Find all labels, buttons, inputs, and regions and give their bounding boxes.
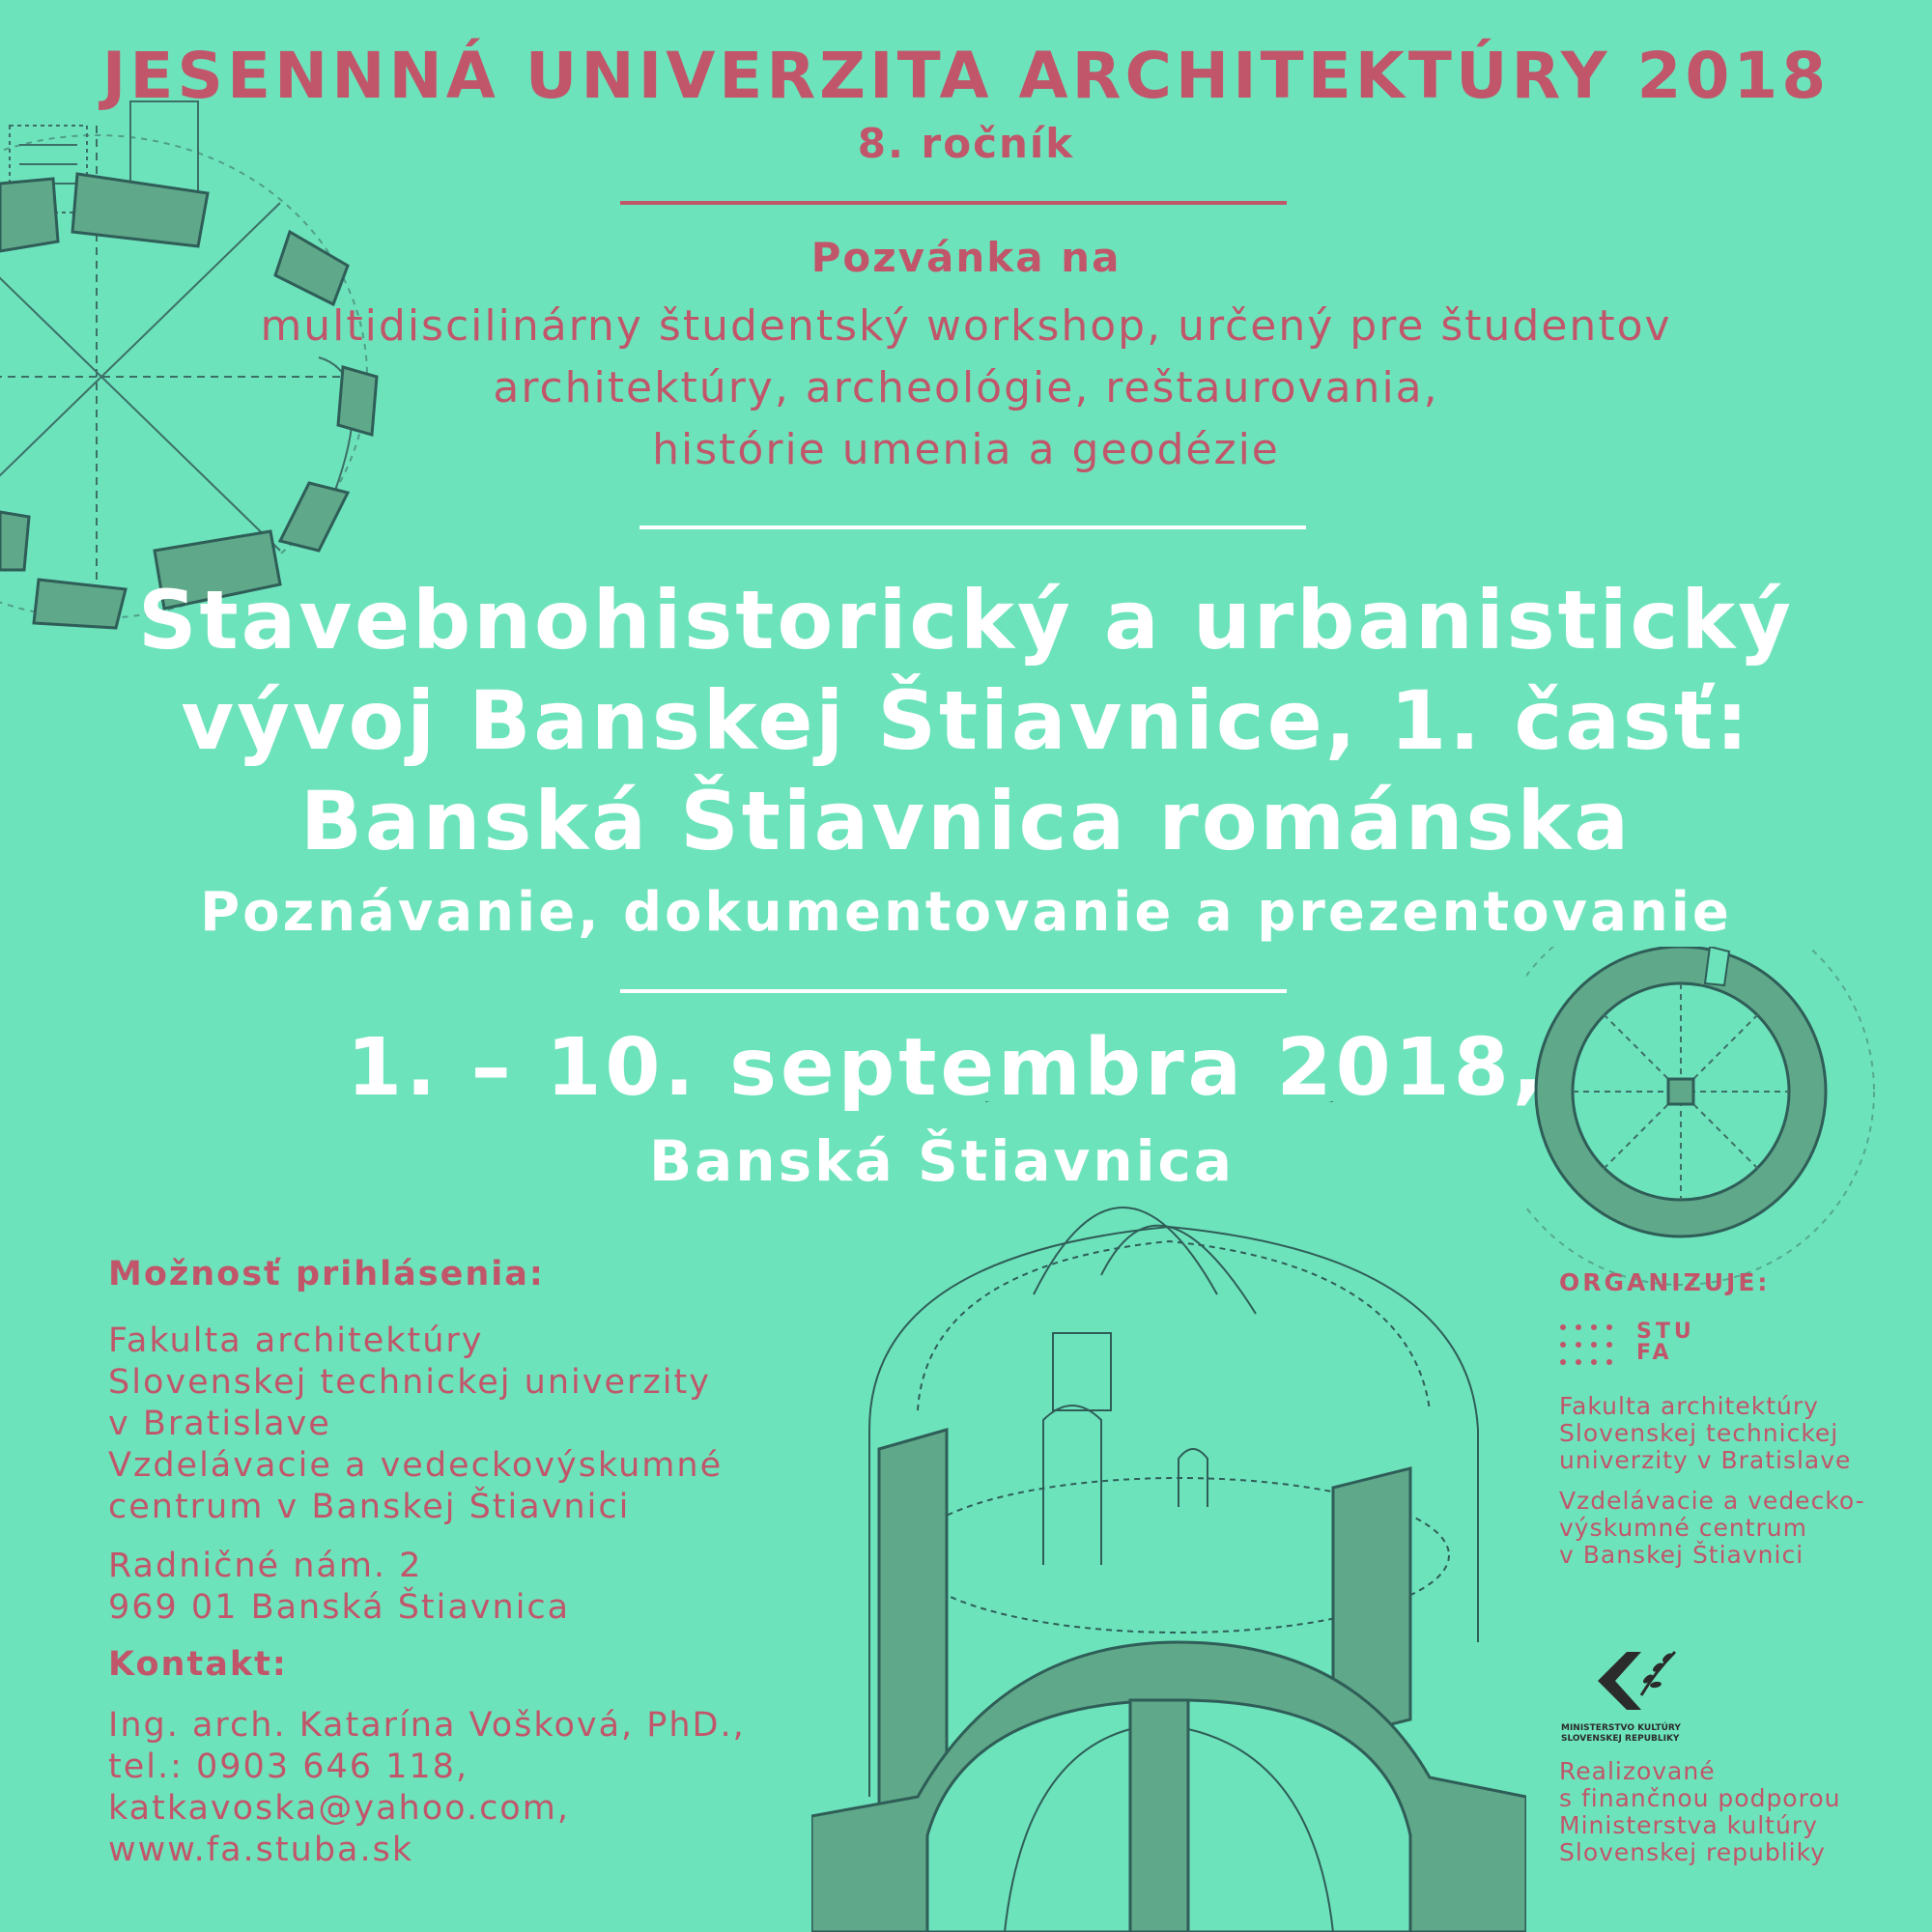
event-subtitle: Poznávanie, dokumentovanie a prezentovanie <box>200 881 1732 944</box>
stu-fa-logo <box>1559 1321 1865 1381</box>
invitation-line: histórie umenia a geodézie <box>652 425 1280 474</box>
registration-line: centrum v Banskej Štiavnici <box>108 1488 631 1526</box>
registration-heading: Možnosť prihlásenia: <box>108 1255 545 1293</box>
contact-name: Ing. arch. Katarína Vošková, PhD., <box>108 1706 746 1745</box>
organizer-line: Vzdelávacie a vedecko- <box>1559 1487 1865 1515</box>
registration-line: Slovenskej technickej univerzity <box>108 1363 711 1402</box>
poster-title: JESENNNÁ UNIVERZITA ARCHITEKTÚRY 2018 <box>101 39 1831 113</box>
organizer-line: univerzity v Bratislave <box>1559 1446 1852 1474</box>
organizer-section <box>1559 1269 1865 1569</box>
event-title-line: Banská Štiavnica románska <box>299 774 1633 868</box>
event-title-line: vývoj Banskej Štiavnice, 1. časť: <box>181 673 1751 768</box>
organizer-line: v Banskej Štiavnici <box>1559 1541 1804 1569</box>
divider-top <box>620 201 1287 205</box>
event-title <box>0 570 1932 871</box>
rotunda-section-drawing <box>811 1101 1526 1932</box>
event-title-line: Stavebnohistorický a urbanistický <box>138 573 1794 668</box>
event-date: 1. – 10. septembra 2018, <box>347 1022 1547 1114</box>
ministry-logo-text: MINISTERSTVO KULTÚRY <box>1561 1723 1681 1733</box>
funding-note <box>1559 1758 1840 1866</box>
organizer-line: Fakulta architektúry <box>1559 1392 1819 1420</box>
ministry-emblem-icon <box>1588 1642 1685 1719</box>
contact-heading: Kontakt: <box>108 1645 288 1684</box>
registration-line: Vzdelávacie a vedeckovýskumné <box>108 1446 724 1485</box>
divider-middle <box>639 526 1306 529</box>
edition-label: 8. ročník <box>857 120 1075 167</box>
registration-section <box>108 1254 746 1871</box>
registration-line: v Bratislave <box>108 1405 331 1443</box>
ministry-logo <box>1559 1642 1685 1745</box>
ministry-logo-text: SLOVENSKEJ REPUBLIKY <box>1561 1734 1680 1744</box>
event-place: Banská Štiavnica <box>648 1128 1236 1194</box>
funding-line: s finančnou podporou <box>1559 1784 1841 1812</box>
organizer-heading: ORGANIZUJE: <box>1559 1268 1771 1296</box>
registration-line: Fakulta architektúry <box>108 1321 484 1360</box>
rotunda-plan-drawing <box>1526 947 1893 1294</box>
address-line: 969 01 Banská Štiavnica <box>108 1588 571 1627</box>
invitation-heading: Pozvánka na <box>810 234 1122 281</box>
funding-line: Realizované <box>1559 1757 1716 1785</box>
contact-website[interactable]: www.fa.stuba.sk <box>108 1831 414 1869</box>
invitation-text <box>0 296 1932 481</box>
stu-dots-icon <box>1559 1323 1636 1372</box>
logo-text-fa: FA <box>1636 1341 1673 1365</box>
funding-line: Ministerstva kultúry <box>1559 1811 1818 1839</box>
address-line: Radničné nám. 2 <box>108 1547 423 1585</box>
divider-bottom <box>620 989 1287 993</box>
invitation-line: multidiscilinárny študentský workshop, určený pre študentov <box>260 301 1672 351</box>
invitation-line: architektúry, archeológie, reštaurovania, <box>493 363 1439 412</box>
organizer-line: výskumné centrum <box>1559 1514 1807 1542</box>
funding-line: Slovenskej republiky <box>1559 1838 1826 1866</box>
logo-text-stu: STU <box>1636 1320 1695 1344</box>
organizer-line: Slovenskej technickej <box>1559 1419 1839 1447</box>
contact-phone: tel.: 0903 646 118, <box>108 1747 469 1786</box>
contact-email[interactable]: katkavoska@yahoo.com, <box>108 1789 570 1828</box>
